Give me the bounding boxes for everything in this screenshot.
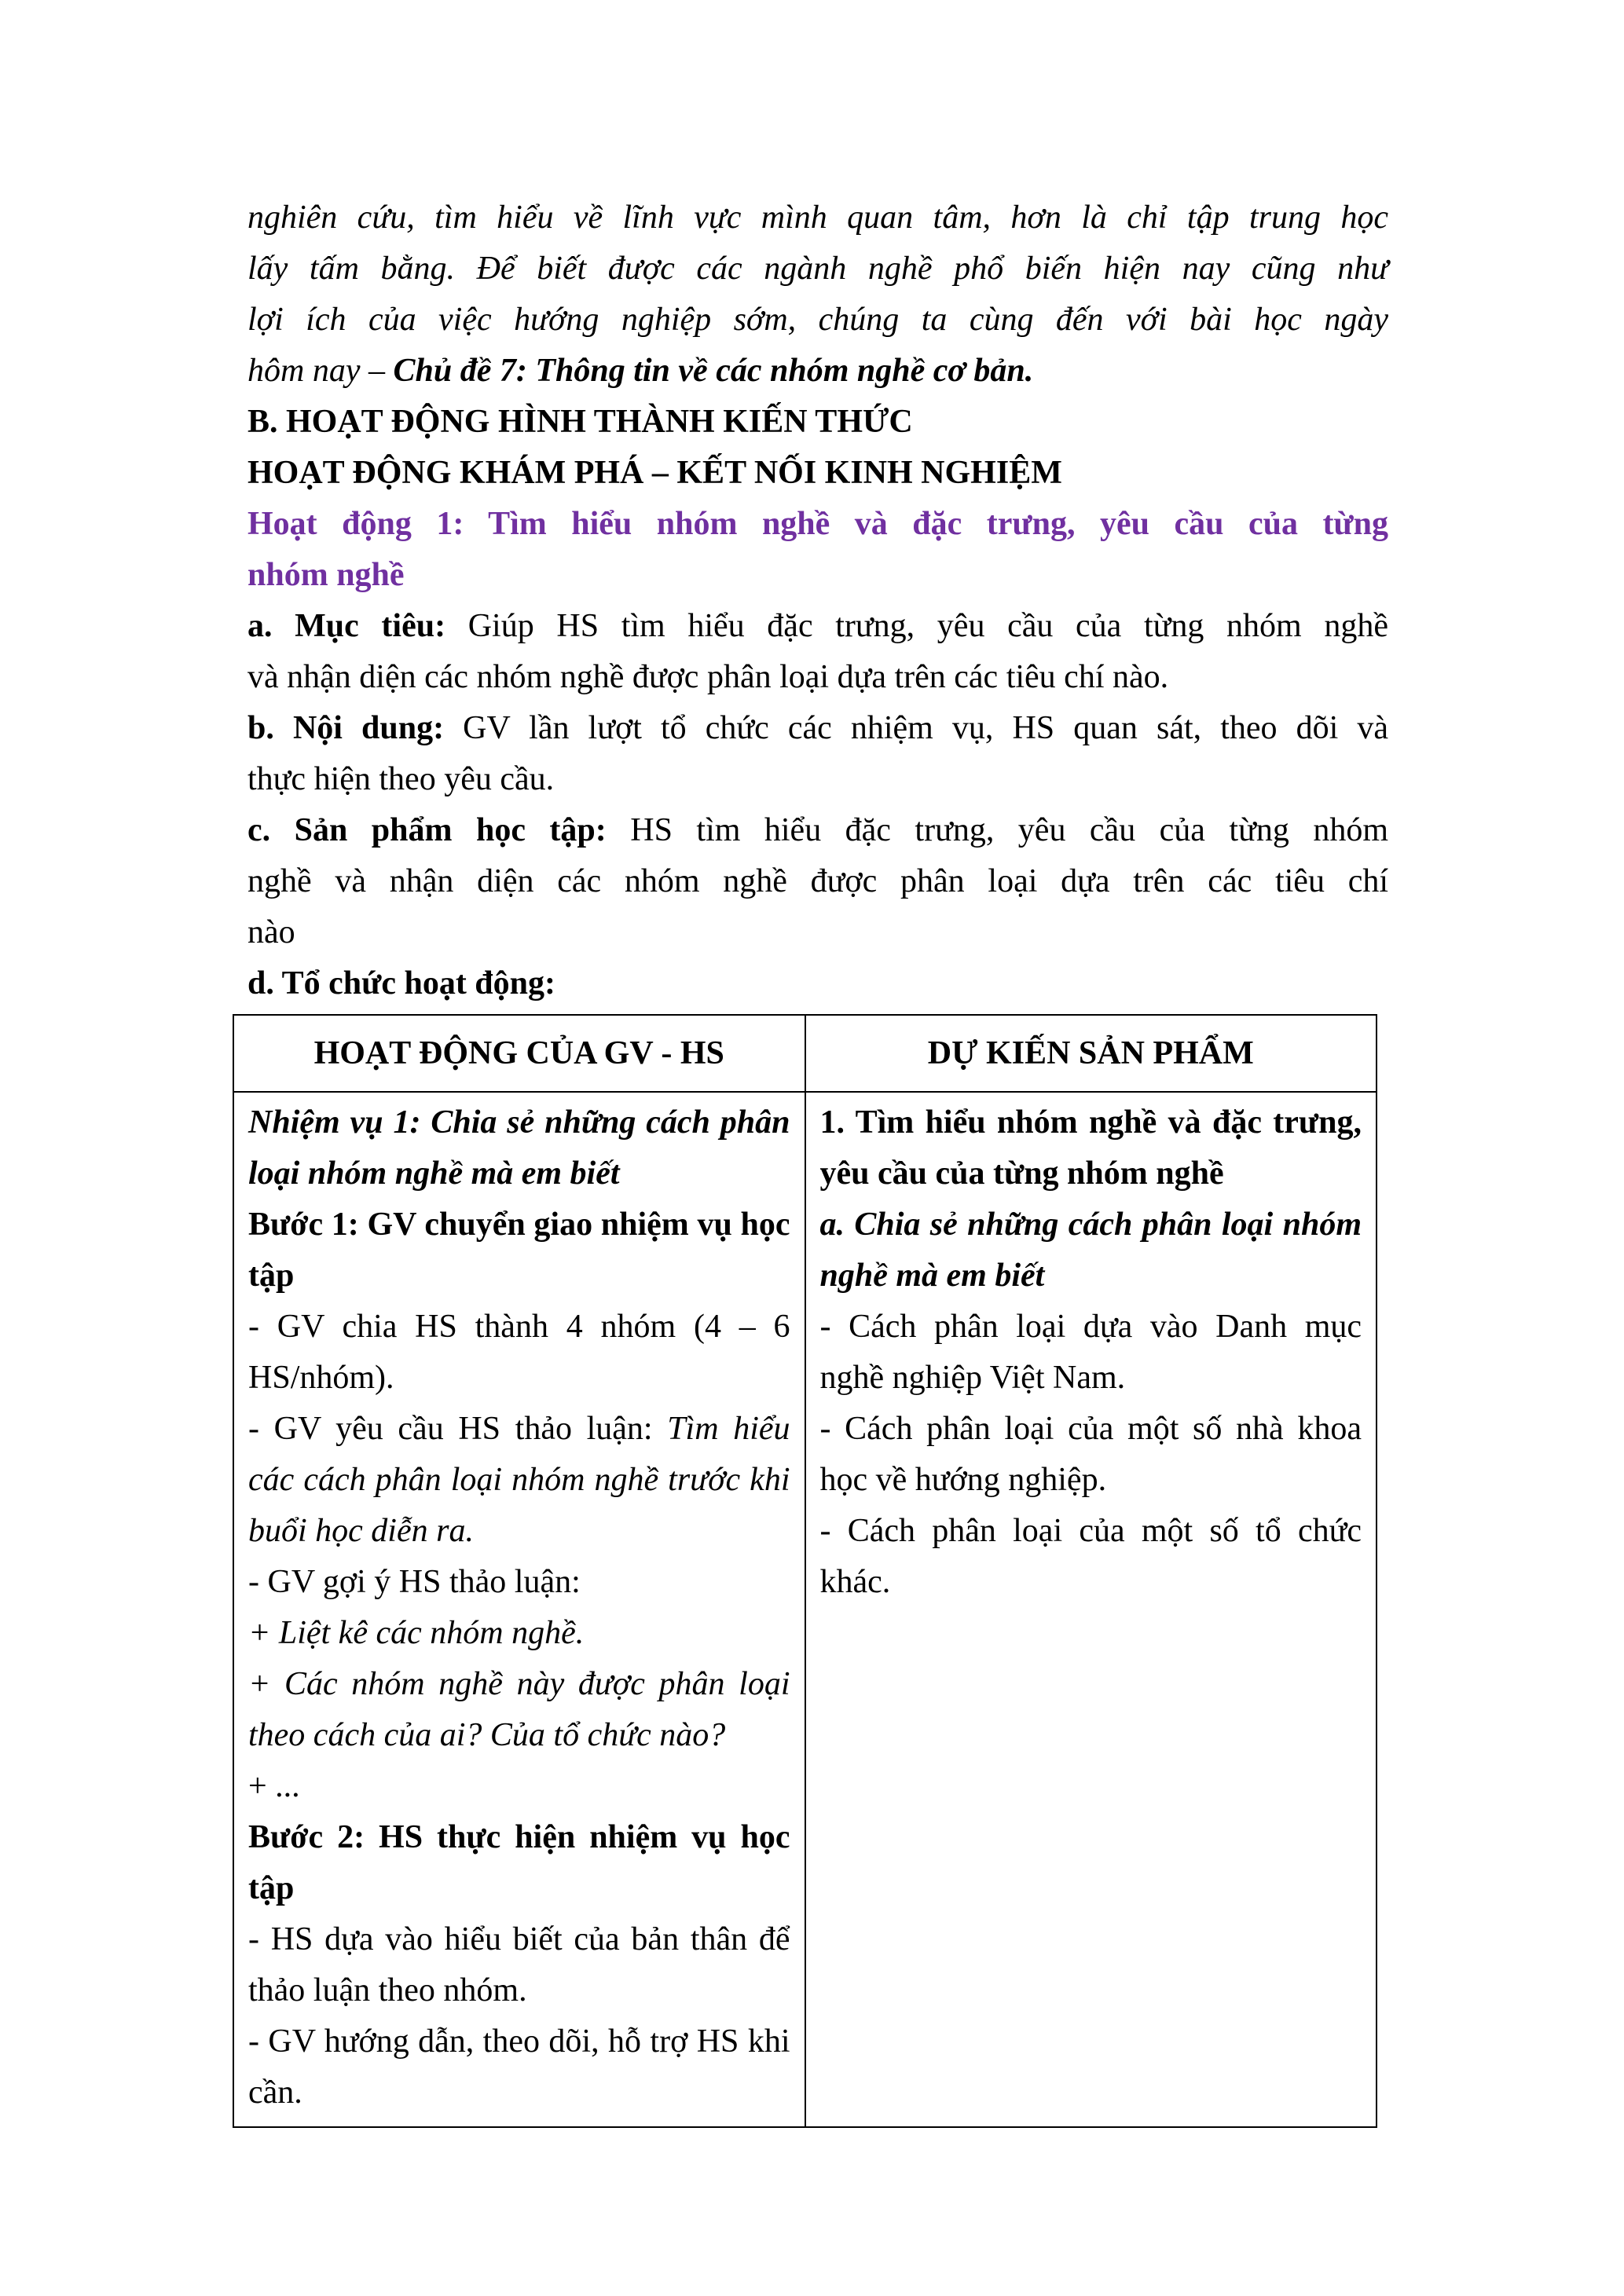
product-section-title: 1. Tìm hiểu nhóm nghề và đặc trưng, yêu cầu của từng nhóm nghề — [819, 1104, 1362, 1192]
task-title: Nhiệm vụ 1: Chia sẻ những cách phân loại nhóm nghề mà em biết — [248, 1104, 790, 1192]
goal-text: Giúp HS tìm hiểu đặc trưng, yêu cầu của từng nhóm nghề — [445, 608, 1388, 644]
intro-line-4 — [247, 346, 1388, 397]
organize-label: d. Tổ chức hoạt động: — [247, 965, 556, 1002]
content-line-1 — [247, 703, 1388, 754]
intro-line-2: lấy tấm bằng. Để biết được các ngành nghề phổ biến hiện nay cũng như — [247, 251, 1388, 287]
activity-table — [233, 1014, 1377, 2128]
intro-prefix: hôm nay – — [247, 353, 394, 389]
lesson-text — [247, 192, 1388, 1009]
product-label: c. Sản phẩm học tập: — [247, 812, 607, 848]
section-heading-b: B. HOẠT ĐỘNG HÌNH THÀNH KIẾN THỨC — [247, 404, 913, 440]
content-line-2: thực hiện theo yêu cầu. — [247, 761, 555, 797]
activity-title-line-2: nhóm nghề — [247, 557, 405, 593]
goal-line-2: và nhận diện các nhóm nghề được phân loại dựa trên các tiêu chí nào. — [247, 659, 1169, 695]
step-2-title: Bước 2: HS thực hiện nhiệm vụ học tập — [248, 1819, 790, 1906]
product-subtitle: a. Chia sẻ những cách phân loại nhóm nghề mà em biết — [819, 1207, 1362, 1294]
table-header-row — [233, 1015, 1377, 1092]
product-line-2: nghề và nhận diện các nhóm nghề được phân loại dựa trên các tiêu chí — [247, 863, 1388, 899]
hint-1: + Liệt kê các nhóm nghề. — [248, 1615, 585, 1651]
product-item-1: - Cách phân loại dựa vào Danh mục nghề nghiệp Việt Nam. — [819, 1309, 1362, 1396]
header-teacher-student-activity: HOẠT ĐỘNG CỦA GV - HS — [233, 1015, 805, 1092]
expected-product-cell — [805, 1092, 1377, 2127]
step-1-line-2-prefix: - GV yêu cầu HS thảo luận: — [248, 1411, 668, 1447]
step-1-line-2-task: Tìm hiểu các cách phân loại nhóm nghề trước khi buổi học diễn ra. — [248, 1411, 790, 1549]
content-text: GV lần lượt tổ chức các nhiệm vụ, HS quan sát, theo dõi và — [444, 710, 1388, 746]
intro-line-3: lợi ích của việc hướng nghiệp sớm, chúng ta cùng đến với bài học ngày — [247, 302, 1388, 338]
goal-line-1 — [247, 601, 1388, 652]
activity-title-line-1: Hoạt động 1: Tìm hiểu nhóm nghề và đặc trưng, yêu cầu của từng — [247, 506, 1388, 542]
step-2-line-2: - GV hướng dẫn, theo dõi, hỗ trợ HS khi cần. — [248, 2023, 790, 2111]
header-expected-product: DỰ KIẾN SẢN PHẨM — [805, 1015, 1377, 1092]
product-item-3: - Cách phân loại của một số tổ chức khác. — [819, 1513, 1362, 1600]
hint-3: + ... — [248, 1768, 300, 1804]
product-line-3: nào — [247, 914, 295, 950]
intro-line-1: nghiên cứu, tìm hiểu về lĩnh vực mình quan tâm, hơn là chỉ tập trung học — [247, 200, 1388, 236]
topic-title: Chủ đề 7: Thông tin về các nhóm nghề cơ bản. — [393, 353, 1034, 389]
step-2-line-1: - HS dựa vào hiểu biết của bản thân để thảo luận theo nhóm. — [248, 1921, 790, 2009]
hint-2: + Các nhóm nghề này được phân loại theo cách của ai? Của tổ chức nào? — [248, 1666, 790, 1753]
step-1-line-3: - GV gợi ý HS thảo luận: — [248, 1564, 581, 1600]
product-line-1 — [247, 805, 1388, 856]
goal-label: a. Mục tiêu: — [247, 608, 446, 644]
content-label: b. Nội dung: — [247, 710, 445, 746]
step-1-line-2 — [248, 1404, 790, 1557]
step-1-title: Bước 1: GV chuyển giao nhiệm vụ học tập — [248, 1207, 790, 1294]
teacher-student-activity-cell — [233, 1092, 805, 2127]
step-1-line-1: - GV chia HS thành 4 nhóm (4 – 6 HS/nhóm). — [248, 1309, 790, 1396]
product-text: HS tìm hiểu đặc trưng, yêu cầu của từng nhóm — [606, 812, 1388, 848]
table-row — [233, 1092, 1377, 2127]
section-heading-explore: HOẠT ĐỘNG KHÁM PHÁ – KẾT NỐI KINH NGHIỆM — [247, 455, 1062, 491]
product-item-2: - Cách phân loại của một số nhà khoa học về hướng nghiệp. — [819, 1411, 1362, 1498]
